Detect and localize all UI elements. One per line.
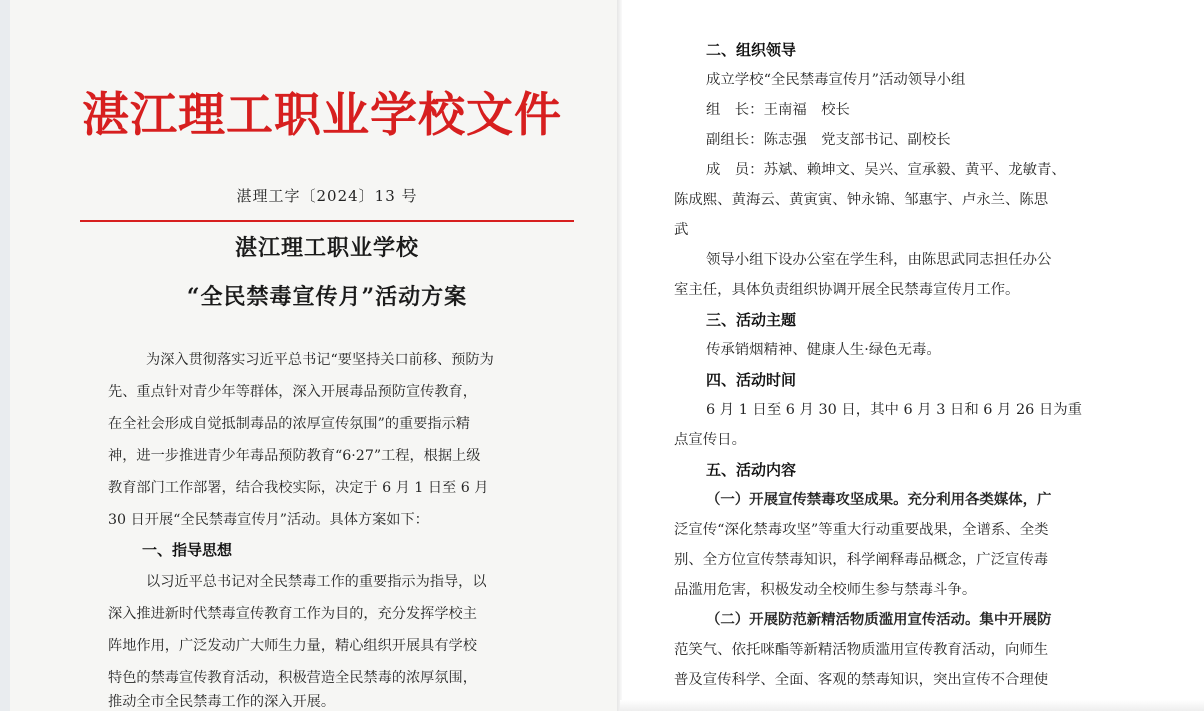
paragraph-line: 30 日开展“全民禁毒宣传月”活动。具体方案如下： [108, 512, 429, 528]
paragraph-line: 别、全方位宣传禁毒知识，科学阐释毒品概念，广泛宣传毒 [674, 552, 1049, 568]
paragraph-line: （二）开展防范新精活物质滥用宣传活动。集中开展防 [706, 611, 1052, 628]
section-heading: 二、组织领导 [706, 41, 797, 59]
red-divider [80, 220, 574, 222]
paragraph-line: 室主任，具体负责组织协调开展全民禁毒宣传月工作。 [674, 282, 1020, 298]
paragraph-line: 武 [674, 222, 689, 238]
section-heading: 三、活动主题 [706, 311, 797, 329]
paragraph-line: 普及宣传科学、全面、客观的禁毒知识，突出宣传不合理使 [674, 672, 1049, 688]
paragraph-line: 神，进一步推进青少年毒品预防教育“6·27”工程，根据上级 [108, 448, 481, 464]
section-heading: 四、活动时间 [706, 371, 797, 389]
paragraph-line: 为深入贯彻落实习近平总书记“要坚持关口前移、预防为 [146, 352, 494, 368]
paragraph-line: 先、重点针对青少年等群体，深入开展毒品预防宣传教育， [108, 384, 477, 400]
document-number: 湛理工字〔2024〕13 号 [236, 187, 418, 205]
paragraph-line: 领导小组下设办公室在学生科，由陈思武同志担任办公 [706, 252, 1052, 268]
document-header: 湛江理工职业学校文件 [82, 88, 562, 143]
paragraph-line: 组 长：王南福 校长 [706, 102, 850, 118]
paragraph-line: 在全社会形成自觉抵制毒品的浓厚宣传氛围”的重要指示精 [108, 416, 470, 432]
paragraph-line: 成 员：苏斌、赖坤文、吴兴、宣承毅、黄平、龙敏青、 [706, 162, 1066, 178]
paragraph-line: 点宣传日。 [674, 432, 746, 448]
paragraph-line: 6 月 1 日至 6 月 30 日，其中 6 月 3 日和 6 月 26 日为重 [706, 402, 1083, 418]
paragraph-line: 推动全市全民禁毒工作的深入开展。 [108, 694, 336, 710]
paragraph-line: 陈成熙、黄海云、黄寅寅、钟永锦、邹惠宇、卢永兰、陈思 [674, 192, 1049, 208]
document-title-line1: 湛江理工职业学校 [234, 235, 419, 261]
paragraph-line: 教育部门工作部署，结合我校实际，决定于 6 月 1 日至 6 月 [108, 480, 489, 496]
paragraph-line: 传承销烟精神、健康人生·绿色无毒。 [706, 342, 941, 358]
paragraph-line: 深入推进新时代禁毒宣传教育工作为目的，充分发挥学校主 [108, 606, 477, 622]
viewer-edge [0, 0, 10, 711]
paragraph-line: 以习近平总书记对全民禁毒工作的重要指示为指导，以 [146, 574, 487, 590]
paragraph-line: 副组长：陈志强 党支部书记、副校长 [706, 132, 951, 148]
paragraph-line: 阵地作用，广泛发动广大师生力量，精心组织开展具有学校 [108, 638, 477, 654]
section-heading: 五、活动内容 [706, 461, 797, 479]
section-heading: 一、指导思想 [142, 541, 233, 559]
paragraph-line: 品滥用危害，积极发动全校师生参与禁毒斗争。 [674, 582, 977, 598]
page-gutter [617, 0, 622, 711]
paragraph-line: 特色的禁毒宣传教育活动，积极营造全民禁毒的浓厚氛围， [108, 670, 477, 686]
document-title-line2: “全民禁毒宣传月”活动方案 [186, 284, 468, 310]
page-shadow [620, 700, 1204, 711]
paragraph-line: 泛宣传“深化禁毒攻坚”等重大行动重要战果，全谱系、全类 [674, 522, 1049, 538]
paragraph-line: 成立学校“全民禁毒宣传月”活动领导小组 [706, 72, 966, 88]
paragraph-line: （一）开展宣传禁毒攻坚成果。充分利用各类媒体，广 [706, 491, 1052, 508]
paragraph-line: 范笑气、依托咪酯等新精活物质滥用宣传教育活动，向师生 [674, 642, 1049, 658]
